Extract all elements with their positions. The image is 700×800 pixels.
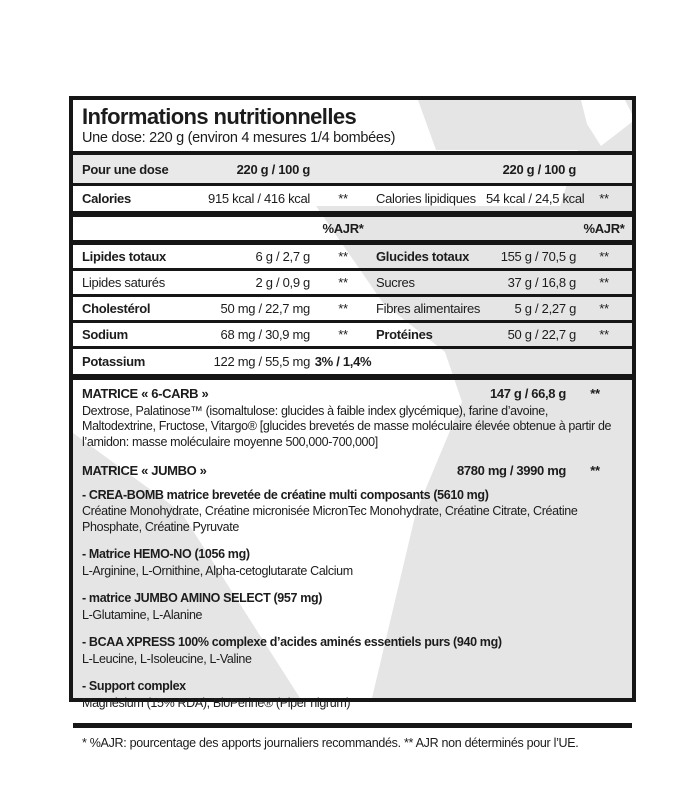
row-value: 50 mg / 22,7 mg <box>220 301 310 316</box>
row-value: 2 g / 0,9 g <box>255 275 310 290</box>
row-value: 37 g / 16,8 g <box>507 275 576 290</box>
dose-label: Pour une dose <box>82 161 169 177</box>
matrix-jumbo-header <box>82 463 624 479</box>
row-value: 122 mg / 55,5 mg <box>213 354 310 369</box>
nutrient-row-lipides-totaux <box>73 245 632 268</box>
calories-ajr: ** <box>338 191 348 206</box>
calories-fat-label: Calories lipidiques <box>376 191 476 206</box>
row-label: Lipides saturés <box>82 275 165 290</box>
matrix-item-title: - Matrice HEMO-NO (1056 mg) <box>82 547 250 561</box>
matrix-title: MATRICE « JUMBO » <box>82 463 207 478</box>
matrix-item-support-complex <box>82 679 624 711</box>
calories-label: Calories <box>82 191 131 206</box>
matrix-item-title: - CREA-BOMB matrice brevetée de créatine multi composants (5610 mg) <box>82 487 489 502</box>
matrix-6carb-header <box>82 386 624 402</box>
row-label: Protéines <box>376 327 433 342</box>
matrix-value: 147 g / 66,8 g <box>489 386 566 401</box>
panel-title: Informations nutritionnelles <box>82 104 357 129</box>
row-label: Cholestérol <box>82 301 151 316</box>
matrix-ajr: ** <box>590 386 600 401</box>
matrix-value: 8780 mg / 3990 mg <box>457 463 566 478</box>
row-ajr: ** <box>599 327 609 342</box>
matrix-section <box>73 380 632 723</box>
matrix-item-bcaa-xpress <box>82 635 624 667</box>
matrix-item-title: - BCAA XPRESS 100% complexe d’acides aminés essentiels purs (940 mg) <box>82 635 502 649</box>
nutrient-row-cholesterol <box>73 297 632 320</box>
row-label: Sodium <box>82 327 128 342</box>
matrix-6carb-ingredients: Dextrose, Palatinose™ (isomaltulose: glucides à faible index glycémique), farine d’avoine, Maltodextrine, Fructose, Vitargo® [glucides brevetés de masse moléculaire élevée obtenue à partir de l’amidon: masse moléculaire moyenne 500,000-700,000] <box>82 403 612 449</box>
row-ajr: 3% / 1,4% <box>314 354 372 369</box>
footnote-row <box>73 728 632 758</box>
calories-value: 915 kcal / 416 kcal <box>208 191 310 206</box>
row-ajr: ** <box>338 301 348 316</box>
row-value: 68 mg / 30,9 mg <box>220 327 310 342</box>
matrix-item-text: Magnésium (15% RDA), BioPerine® (Piper nigrum) <box>82 695 351 710</box>
matrix-ajr: ** <box>590 463 600 478</box>
row-ajr: ** <box>338 327 348 342</box>
row-value: 5 g / 2,27 g <box>514 301 576 316</box>
nutrient-row-potassium <box>73 349 632 374</box>
dose-value-left: 220 g / 100 g <box>236 161 310 177</box>
matrix-item-title: - matrice JUMBO AMINO SELECT (957 mg) <box>82 591 323 605</box>
row-value: 155 g / 70,5 g <box>500 249 576 264</box>
nutrition-facts-panel <box>69 96 636 750</box>
nutrient-row-sodium <box>73 323 632 346</box>
ajr-header-row <box>73 217 632 240</box>
footnote-text: * %AJR: pourcentage des apports journaliers recommandés. ** AJR non déterminés pour l’UE. <box>82 736 579 750</box>
row-label: Sucres <box>376 275 415 290</box>
row-label: Lipides totaux <box>82 249 166 264</box>
matrix-title: MATRICE « 6-CARB » <box>82 386 209 401</box>
panel-header <box>73 100 632 151</box>
matrix-item-hemo-no <box>82 547 624 579</box>
matrix-item-amino-select <box>82 591 624 623</box>
serving-size: Une dose: 220 g (environ 4 mesures 1/4 bombées) <box>82 130 396 146</box>
row-value: 6 g / 2,7 g <box>255 249 310 264</box>
calories-fat-ajr: ** <box>599 191 609 206</box>
row-ajr: ** <box>599 249 609 264</box>
row-label: Glucides totaux <box>376 249 470 264</box>
calories-fat-value: 54 kcal / 24,5 kcal <box>486 191 585 206</box>
row-value: 50 g / 22,7 g <box>507 327 576 342</box>
matrix-item-text: L-Glutamine, L-Alanine <box>82 607 203 622</box>
dose-row <box>73 155 632 183</box>
row-ajr: ** <box>338 249 348 264</box>
matrix-item-crea-bomb <box>82 488 624 536</box>
matrix-item-text: L-Leucine, L-Isoleucine, L-Valine <box>82 651 252 666</box>
row-ajr: ** <box>338 275 348 290</box>
matrix-item-text: Créatine Monohydrate, Créatine micronisée MicronTec Monohydrate, Créatine Citrate, Créatine Phosphate, Créatine Pyruvate <box>82 504 578 534</box>
nutrient-row-lipides-satures <box>73 271 632 294</box>
row-ajr: ** <box>599 301 609 316</box>
ajr-header-left: %AJR* <box>322 221 364 236</box>
dose-value-right: 220 g / 100 g <box>502 161 576 177</box>
row-label: Fibres alimentaires <box>376 301 481 316</box>
calories-row <box>73 186 632 211</box>
matrix-item-title: - Support complex <box>82 679 186 693</box>
ajr-header-right: %AJR* <box>583 221 625 236</box>
row-label: Potassium <box>82 354 146 369</box>
row-ajr: ** <box>599 275 609 290</box>
matrix-item-text: L-Arginine, L-Ornithine, Alpha-cetoglutarate Calcium <box>82 563 353 578</box>
